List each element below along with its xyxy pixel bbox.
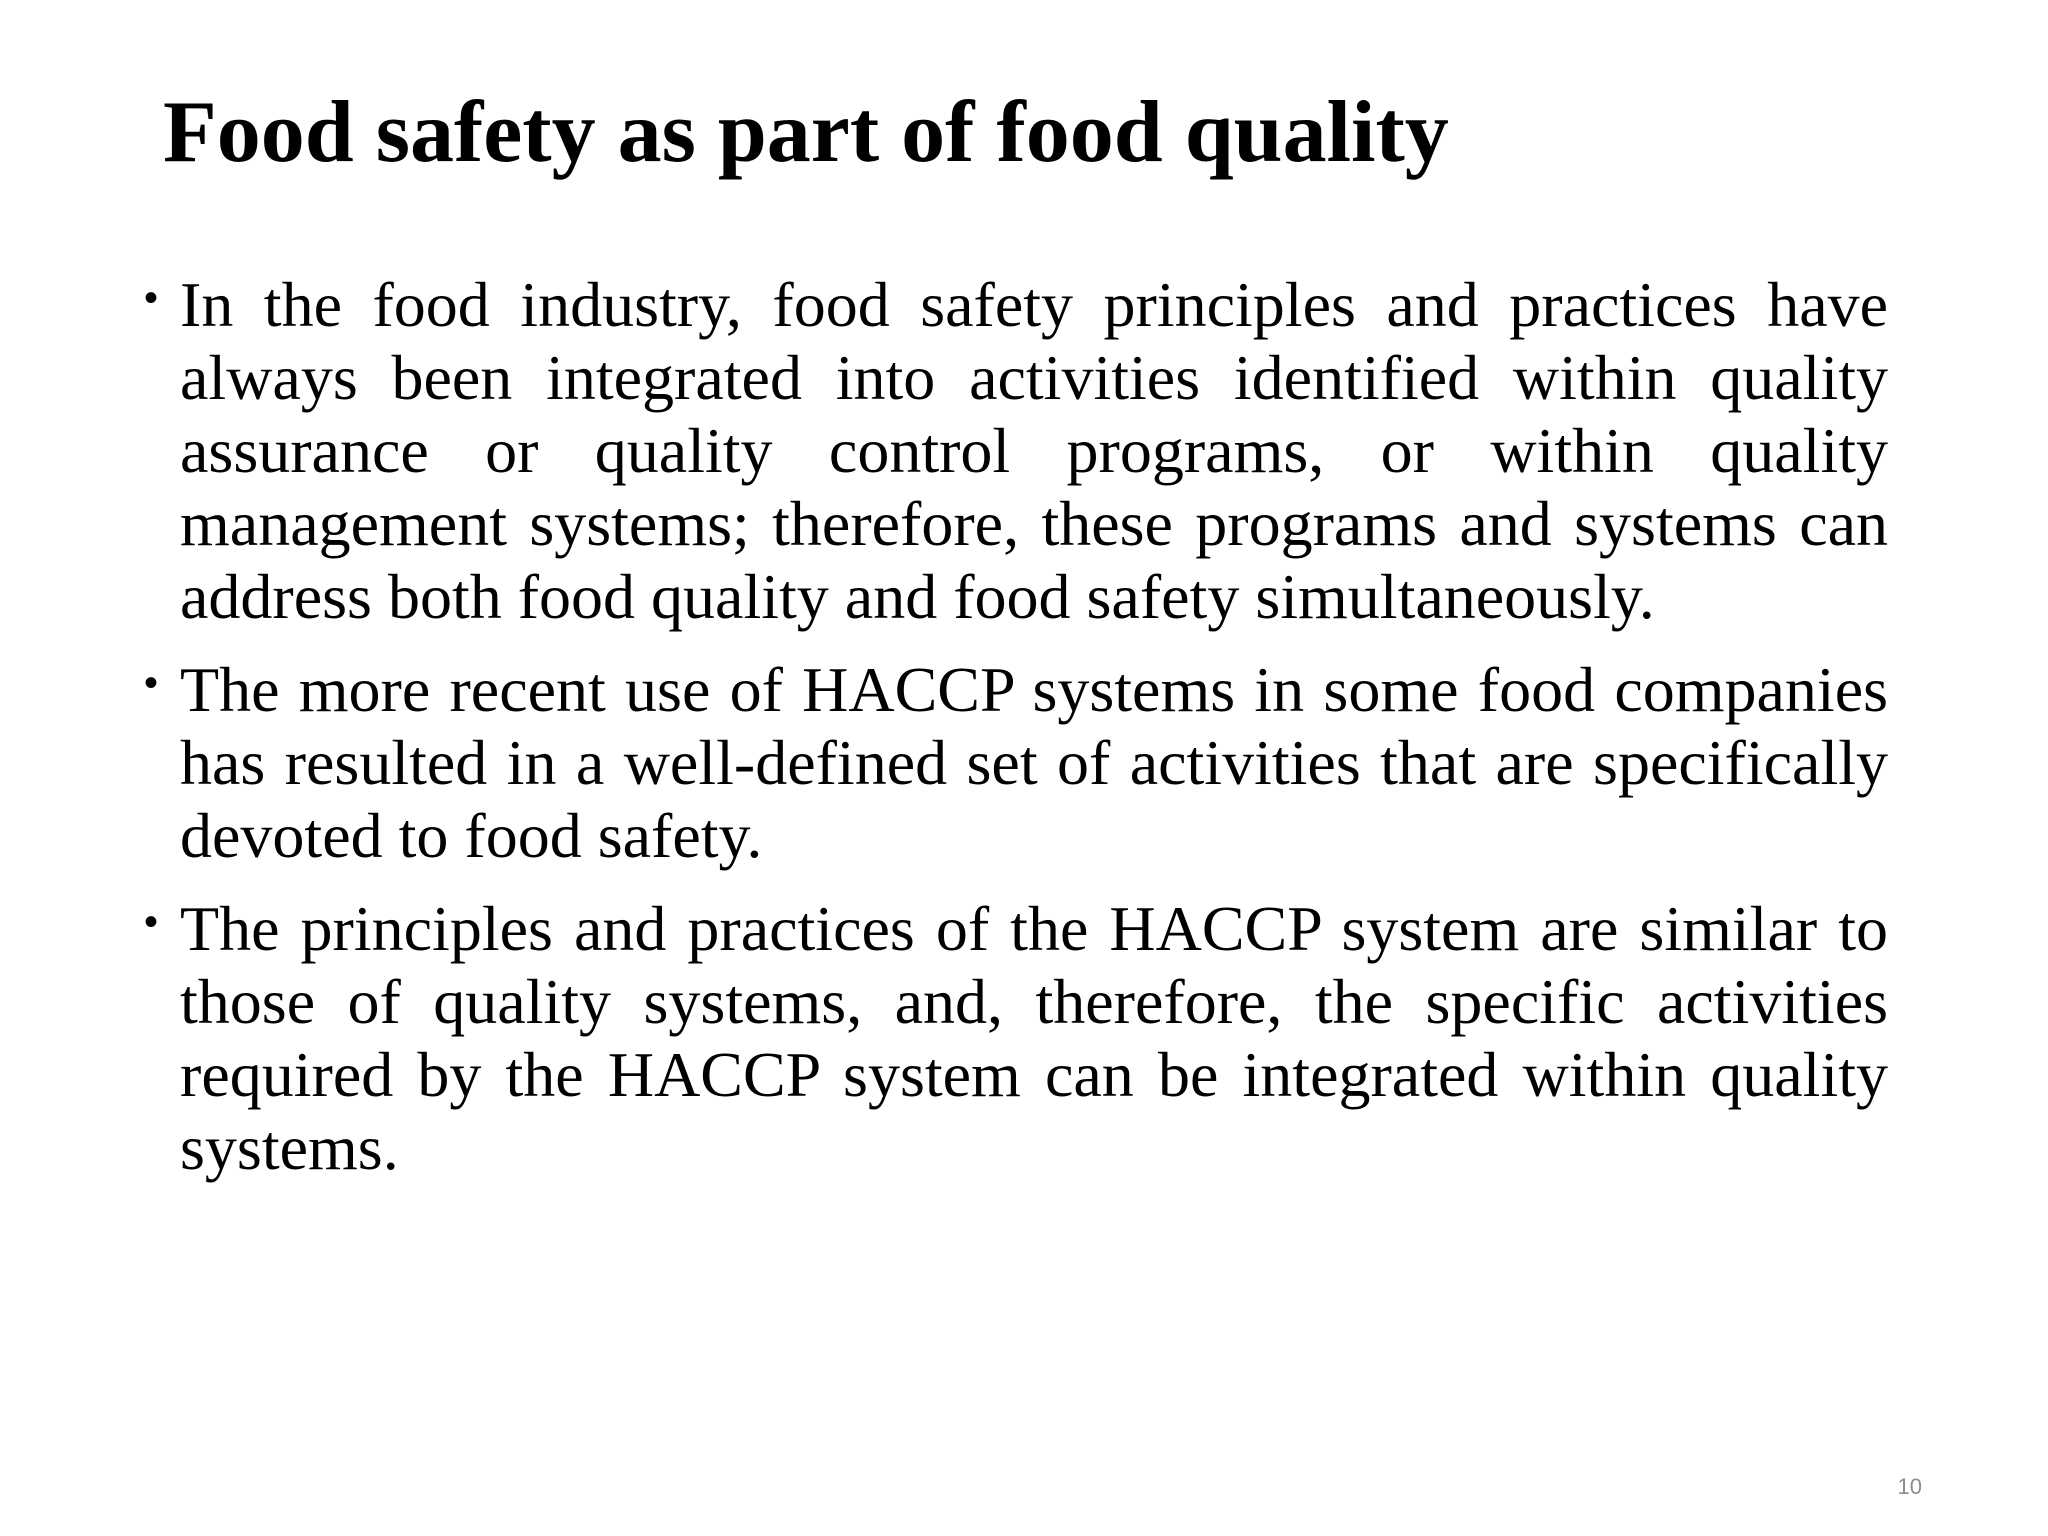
slide-title: Food safety as part of food quality (163, 84, 1449, 181)
bullet-item (138, 653, 1888, 872)
bullet-text: The more recent use of HACCP systems in some food companies has resulted in a well-defined set of activities that are specifically devoted to food safety. (180, 654, 1888, 871)
bullet-marker: • (144, 661, 159, 705)
bullet-item (138, 268, 1888, 633)
bullet-item (138, 892, 1888, 1184)
bullet-marker: • (144, 276, 159, 320)
bullet-marker: • (144, 900, 159, 944)
bullet-list (138, 268, 1888, 1204)
bullet-text: The principles and practices of the HACCP system are similar to those of quality systems, and, therefore, the specific activities required by the HACCP system can be integrated within quality systems. (180, 893, 1888, 1183)
bullet-text: In the food industry, food safety principles and practices have always been integrated into activities identified within quality assurance or quality control programs, or within quality management systems; therefore, these programs and systems can address both food quality and food safety simultaneously. (180, 269, 1888, 632)
page-number: 10 (1897, 1474, 1922, 1499)
